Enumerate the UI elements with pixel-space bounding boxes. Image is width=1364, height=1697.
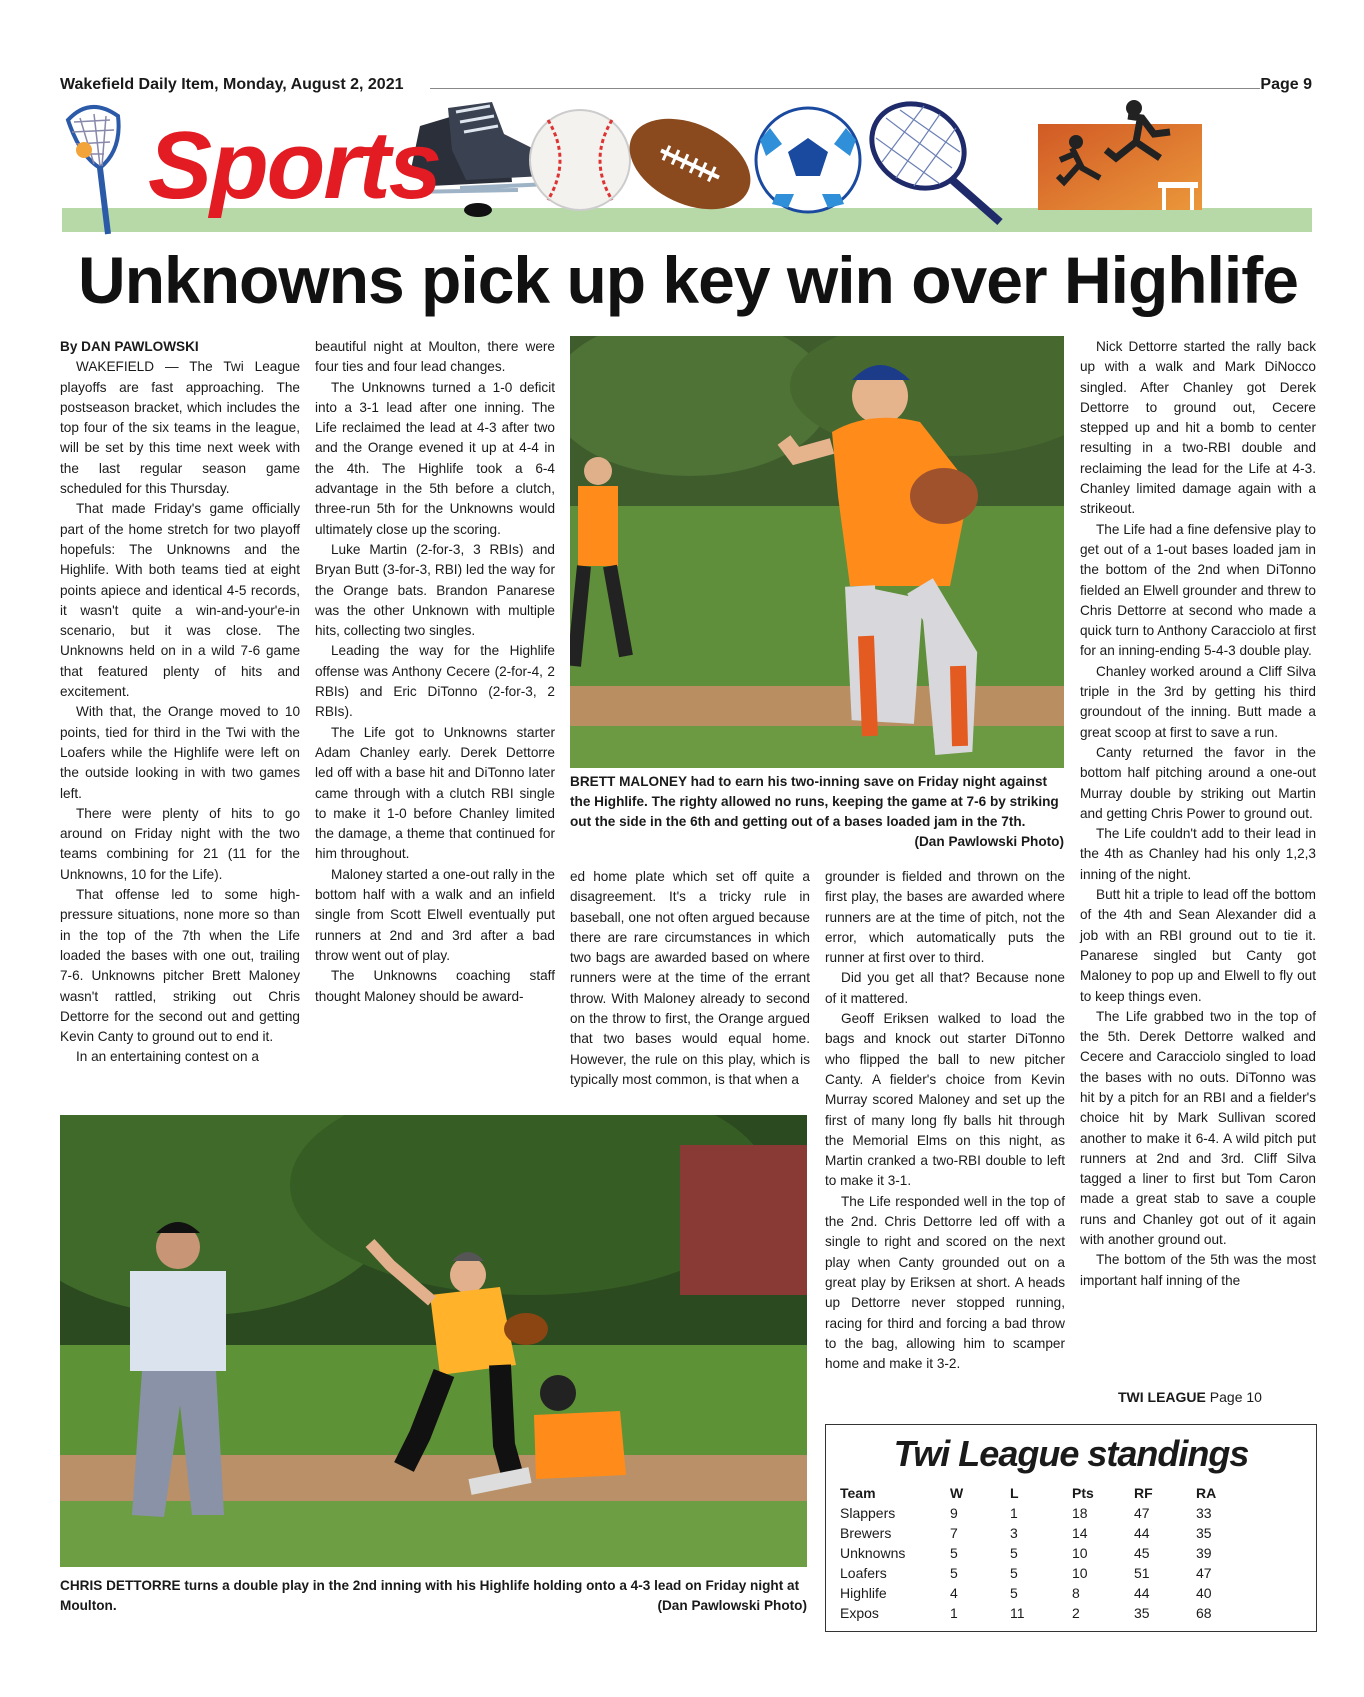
paragraph: WAKEFIELD — The Twi League playoffs are fast approaching. The postseason bracket, which includes the top four of the six teams in the league, will be set by this time next week with the last regular season game scheduled for this Thursday. [60, 359, 300, 497]
photo-credit: (Dan Pawlowski Photo) [657, 1598, 807, 1613]
paragraph: With that, the Orange moved to 10 points, tied for third in the Twi with the Loafers while the Highlife were left on the outside looking in with two games left. [60, 704, 300, 801]
runs-for-cell: 44 [1134, 1525, 1150, 1541]
pitcher-photo [570, 336, 1064, 768]
caption-text: CHRIS DETTORRE turns a double play in the 2nd inning with his Highlife holding onto a 4-3 lead on Friday night at Moulton. [60, 1578, 800, 1613]
paragraph: Geoff Eriksen walked to load the bags and knock out starter DiTonno who flipped the ball to new pitcher Canty. A fielder's choice from Kevin Murray scored Maloney and set up the first of many long fly balls hit through the Memorial Elms on this night, as Martin cranked a two-RBI double to left to make it 3-1. [825, 1011, 1065, 1189]
masthead-rule [430, 88, 1260, 89]
headline: Unknowns pick up key win over Highlife [78, 243, 1298, 317]
soccer-ball-icon [756, 108, 860, 212]
paragraph: Nick Dettorre started the rally back up with a walk and Mark DiNocco singled. After Chanley got Derek Dettorre to ground out, Cecere stepped up and hit a bomb to center resulting in a two-RBI double and reclaiming the lead for the Life at 4-3. Chanley limited damage again with a strikeout. [1080, 339, 1316, 517]
paragraph: Luke Martin (2-for-3, 3 RBIs) and Bryan Butt (3-for-3, RBI) led the way for the Orange bats. Brandon Panarese was the other Unknown with multiple hits, collecting two singles. [315, 541, 555, 639]
runs-for-cell: 44 [1134, 1585, 1150, 1601]
paragraph: grounder is fielded and thrown on the first play, the bases are awarded where runners are at the time of pitch, not the error, which automatically puts the runner at first over to third. [825, 869, 1065, 966]
jump-page: Page 10 [1209, 1389, 1262, 1405]
runs-against-cell: 68 [1196, 1605, 1212, 1621]
team-cell: Brewers [840, 1525, 892, 1541]
paragraph: beautiful night at Moulton, there were four ties and four lead changes. [315, 339, 555, 375]
paragraph: The Unknowns turned a 1-0 deficit into a 3-1 lead after one inning. The Life reclaimed the lead at 4-3 after two and the Orange evened it up at 4-4 in the 4th. The Highlife took a 6-4 advantage in the 5th before a clutch, three-run 5th for the Unknowns would ultimately close up the scoring. [315, 379, 555, 537]
losses-cell: 11 [1010, 1605, 1025, 1621]
article-column-3 [570, 867, 810, 1090]
tennis-racket-icon [856, 98, 1000, 222]
paragraph: Maloney started a one-out rally in the bottom half with a walk and an infield single from Scott Elwell eventually put runners at 2nd and 3rd after a bad throw went out of play. [315, 866, 555, 963]
paragraph: Chanley worked around a Cliff Silva triple in the 3rd by getting his third groundout of the inning. Butt made a great scoop at first to save a run. [1080, 663, 1316, 740]
paragraph: The Unknowns coaching staff thought Maloney should be award- [315, 968, 555, 1004]
points-cell: 2 [1072, 1605, 1080, 1621]
points-cell: 14 [1072, 1525, 1088, 1541]
team-cell: Slappers [840, 1505, 896, 1521]
team-cell: Expos [840, 1605, 879, 1621]
jump-label: TWI LEAGUE [1118, 1389, 1206, 1405]
paragraph: That made Friday's game officially part of the home stretch for two playoff hopefuls: The Unknowns and the Highlife. With both teams tied at eight points apiece and identical 4-5 records, it wasn't quite a win-and-your'e-in scenario, but it was close. The Unknowns held on in a wild 7-6 game that featured plenty of hits and excitement. [60, 501, 300, 700]
continued-jump [1118, 1389, 1262, 1405]
runs-against-cell: 47 [1196, 1565, 1212, 1581]
standings-box [825, 1424, 1317, 1632]
paragraph: There were plenty of hits to go around on Friday night with the two teams combining for 21 (11 for the Unknowns, 10 for the Life). [60, 805, 300, 882]
table-row [840, 1525, 1300, 1545]
losses-cell: 5 [1010, 1585, 1018, 1601]
table-row [840, 1605, 1300, 1625]
caption-text: BRETT MALONEY had to earn his two-inning save on Friday night against the Highlife. The righty allowed no runs, keeping the game at 7-6 by striking out the side in the 6th and getting out of a bases loaded jam in the 7th. [570, 774, 1059, 829]
pitcher-photo-caption [570, 772, 1064, 852]
points-cell: 18 [1072, 1505, 1088, 1521]
runners-hurdles-icon [1038, 100, 1202, 210]
column-header: RF [1134, 1485, 1153, 1501]
paragraph: The Life responded well in the top of the 2nd. Chris Dettorre led off with a single to right and scored on the next play when Canty grounded out on a great play by Eriksen at short. A heads up Dettorre never stopped running, racing for third and forcing a bad throw to the bag, allowing him to scamper home and make it 3-2. [825, 1193, 1065, 1372]
standings-table [840, 1485, 1300, 1625]
paragraph: In an entertaining contest on a [76, 1049, 259, 1065]
baseball-icon [530, 110, 630, 210]
runs-for-cell: 47 [1134, 1505, 1150, 1521]
losses-cell: 1 [1010, 1505, 1018, 1521]
team-cell: Unknowns [840, 1545, 906, 1561]
article-column-4 [825, 867, 1065, 1374]
paragraph: ed home plate which set off quite a disagreement. It's a tricky rule in baseball, one not often argued because there are rare circumstances in which two bags are awarded based on where runners were at the time of the errant throw. With Maloney already to second on the throw to first, the Orange argued that two bases would equal home. However, the rule on this play, which is typically most common, is that when a [570, 869, 810, 1087]
wins-cell: 9 [950, 1505, 958, 1521]
column-header: RA [1196, 1485, 1217, 1501]
runs-against-cell: 40 [1196, 1585, 1212, 1601]
points-cell: 10 [1072, 1545, 1088, 1561]
team-cell: Loafers [840, 1565, 887, 1581]
paragraph: The Life had a fine defensive play to get out of a 1-out bases loaded jam in the bottom of the 2nd when DiTonno fielded an Elwell grounder and threw to Chris Dettorre at second who made a quick turn to Anthony Caracciolo at first for an inning-ending 5-4-3 double play. [1080, 521, 1316, 659]
publication-line: Wakefield Daily Item, Monday, August 2, 2021 [60, 76, 404, 93]
double-play-photo [60, 1115, 807, 1567]
paragraph: Butt hit a triple to lead off the bottom of the 4th and Sean Alexander did a job with an RBI ground out to tie it. Panarese singled but Canty got Maloney to pop up and Elwell to fly out to keep things even. [1080, 887, 1316, 1004]
runs-against-cell: 35 [1196, 1525, 1212, 1541]
column-header: Team [840, 1485, 876, 1501]
runs-against-cell: 39 [1196, 1545, 1212, 1561]
standings-title: Twi League standings [893, 1433, 1249, 1474]
table-row [840, 1545, 1300, 1565]
column-header: Pts [1072, 1485, 1094, 1501]
page-number: Page 9 [1260, 76, 1312, 93]
wins-cell: 1 [950, 1605, 958, 1621]
byline: By DAN PAWLOWSKI [60, 339, 199, 354]
photo-credit: (Dan Pawlowski Photo) [914, 834, 1064, 849]
losses-cell: 3 [1010, 1525, 1018, 1541]
paragraph: The Life couldn't add to their lead in the 4th as Chanley had his only 1,2,3 inning of the night. [1080, 826, 1316, 882]
losses-cell: 5 [1010, 1565, 1018, 1581]
table-row [840, 1565, 1300, 1585]
wins-cell: 4 [950, 1585, 958, 1601]
double-play-photo-caption [60, 1576, 807, 1616]
article-column-2 [315, 337, 555, 1007]
wins-cell: 5 [950, 1545, 958, 1561]
wins-cell: 5 [950, 1565, 958, 1581]
paragraph: That offense led to some high-pressure situations, none more so than in the top of the 7th when the Life loaded the bases with one out, trailing 7-6. Unknowns pitcher Brett Maloney wasn't rattled, striking out Chris Dettorre for the second out and getting Kevin Canty to ground out to end it. [60, 887, 300, 1045]
paragraph: Canty returned the favor in the bottom half pitching around a one-out Murray double by striking out Martin and getting Chris Power to ground out. [1080, 744, 1316, 821]
table-row [840, 1585, 1300, 1605]
losses-cell: 5 [1010, 1545, 1018, 1561]
paragraph: Leading the way for the Highlife offense was Anthony Cecere (2-for-4, 2 RBIs) and Eric DiTonno (2-for-3, 2 RBIs). [315, 643, 555, 720]
team-cell: Highlife [840, 1585, 887, 1601]
runs-against-cell: 33 [1196, 1505, 1212, 1521]
table-header-row [840, 1485, 1300, 1505]
paragraph: The bottom of the 5th was the most important half inning of the [1080, 1252, 1316, 1288]
paragraph: The Life grabbed two in the top of the 5th. Derek Dettorre walked and Cecere and Caracciolo singled to load the bases with no outs. DiTonno was hit by a pitch for an RBI and a fielder's choice hit by Mark Sullivan scored another to make it 6-4. A wild pitch put runners at 2nd and 3rd. Cliff Silva tagged a liner to first but Tom Caron made a great stab to save a couple runs and Chanley got out of it again with another ground out. [1080, 1008, 1316, 1248]
paragraph: The Life got to Unknowns starter Adam Chanley early. Derek Dettorre led off with a base hit and DiTonno later came through with a clutch RBI single to make it 1-0 before Chanley limited the damage, a theme that continued for him throughout. [315, 724, 555, 862]
points-cell: 8 [1072, 1585, 1080, 1601]
runs-for-cell: 35 [1134, 1605, 1150, 1621]
wins-cell: 7 [950, 1525, 958, 1541]
column-header: L [1010, 1485, 1019, 1501]
runs-for-cell: 51 [1134, 1565, 1150, 1581]
article-column-5 [1080, 337, 1316, 1291]
points-cell: 10 [1072, 1565, 1088, 1581]
paragraph: Did you get all that? Because none of it mattered. [825, 970, 1065, 1006]
column-header: W [950, 1485, 964, 1501]
runs-for-cell: 45 [1134, 1545, 1150, 1561]
football-icon [615, 101, 765, 228]
lacrosse-stick-icon [68, 107, 119, 234]
table-row [840, 1505, 1300, 1525]
article-column-1 [60, 337, 300, 1068]
section-title: Sports [148, 112, 441, 219]
